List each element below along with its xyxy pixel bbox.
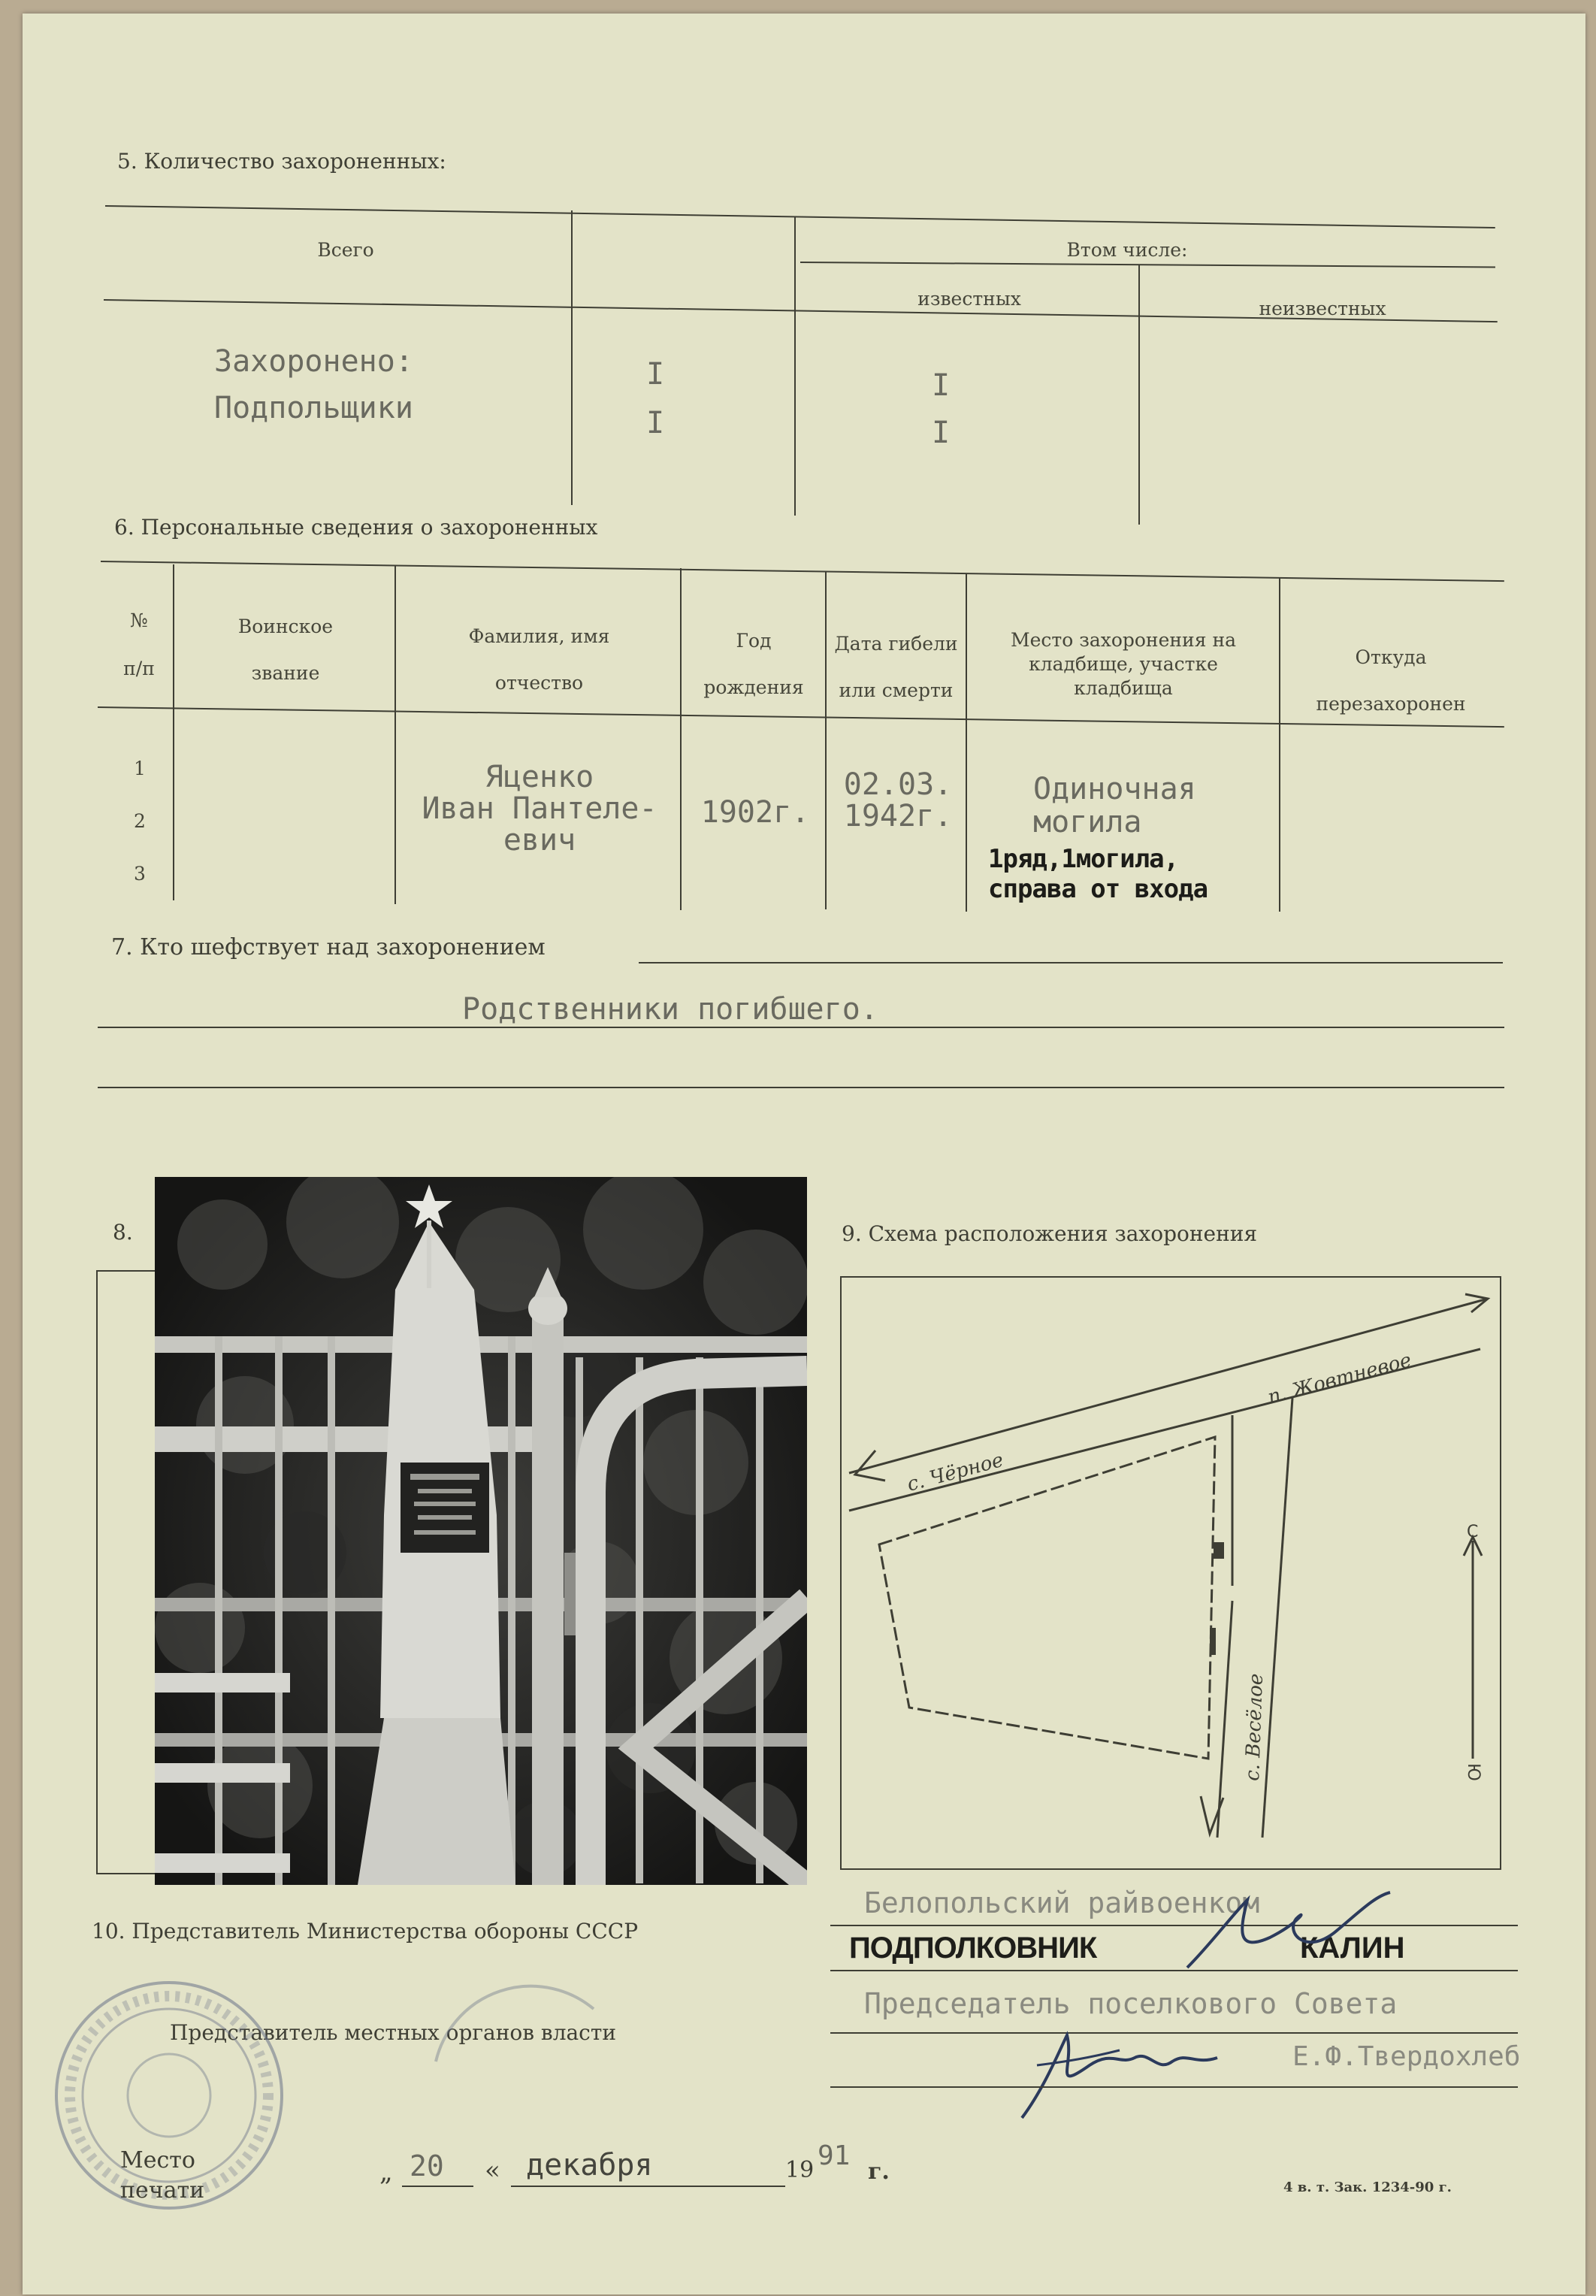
row-numbers: 1 2 3 [134, 758, 146, 885]
section9-title: 9. Схема расположения захоронения [842, 1221, 1258, 1246]
map-road-bottom: с. Весёлое [1241, 1673, 1268, 1782]
section8-label: 8. [113, 1220, 133, 1245]
col-including-header: Втом числе: [1066, 239, 1188, 261]
header-death: Дата гибели или смерти [834, 633, 958, 701]
section6-title: 6. Персональные сведения о захороненных [114, 515, 598, 540]
local-signature-icon [1007, 2020, 1232, 2125]
local-name: Е.Ф.Твердохлеб [1292, 2041, 1521, 2072]
col-total-header: Всего [317, 239, 374, 261]
row-buried-label: Захоронено: [214, 344, 413, 379]
row-underground-label: Подпольщики [214, 391, 413, 425]
document-sheet [23, 14, 1585, 2294]
date-year-suffix: 91 [818, 2140, 851, 2171]
row2-total: I [646, 406, 665, 440]
section5-title: 5. Количество захороненных: [117, 149, 446, 174]
row1-known: I [932, 368, 951, 403]
official-seal-fragment-icon [421, 1964, 609, 2069]
header-place: Место захоронения на кладбище, участке кладбища [1010, 629, 1237, 699]
col-unknown-header: неизвестных [1259, 298, 1386, 319]
mod-organization: Белопольский райвоенком [864, 1886, 1260, 1919]
header-num: № п/п [123, 610, 155, 679]
map-road-top: п. Жовтневое [1265, 1348, 1414, 1409]
col-known-header: известных [917, 288, 1021, 310]
person-birth: 1902г. [700, 795, 810, 830]
printer-note: 4 в. т. Зак. 1234-90 г. [1283, 2180, 1452, 2195]
person-name: Яценко Иван Пантеле- евич [422, 760, 657, 858]
date-year-prefix: 19 [785, 2157, 815, 2183]
person-place: Одиночная могила [1033, 772, 1196, 839]
mod-signature-icon [1165, 1885, 1405, 1983]
person-place-stamp: 1ряд,1могила, справа от входа [988, 844, 1208, 904]
date-month: декабря [526, 2148, 653, 2183]
header-rank: Воинское звание [237, 616, 334, 684]
date-day: 20 [410, 2149, 444, 2183]
header-name: Фамилия, имя отчество [468, 625, 610, 694]
header-birth: Год рождения [703, 630, 804, 698]
person-death: 02.03. 1942г. [843, 767, 953, 833]
row1-total: I [646, 357, 665, 392]
compass-north: С [1467, 1523, 1479, 1541]
section10-title: 10. Представитель Министерства обороны СССР [92, 1919, 639, 1944]
seal-place-label: Место печати [120, 2147, 205, 2204]
mod-rank: ПОДПОЛКОВНИК [849, 1931, 1097, 1965]
date-quote-open: „ [379, 2157, 393, 2187]
memorial-photo [155, 1177, 807, 1885]
local-authority-title: Представитель местных органов власти [170, 2020, 617, 2045]
mod-name: КАЛИН [1300, 1931, 1405, 1965]
section7-title: 7. Кто шефствует над захоронением [111, 934, 546, 960]
map-road-left: с. Чёрное [905, 1448, 1006, 1496]
local-organization: Председатель поселкового Совета [864, 1987, 1398, 2020]
date-quote-close: « [485, 2155, 500, 2186]
row2-known: I [932, 416, 951, 450]
section7-value: Родственники погибшего. [462, 992, 878, 1027]
site-map [840, 1276, 1501, 1870]
compass-south: Ю [1464, 1763, 1483, 1781]
date-year-g: г. [868, 2158, 890, 2185]
header-from: Откуда перезахоронен [1316, 646, 1466, 715]
